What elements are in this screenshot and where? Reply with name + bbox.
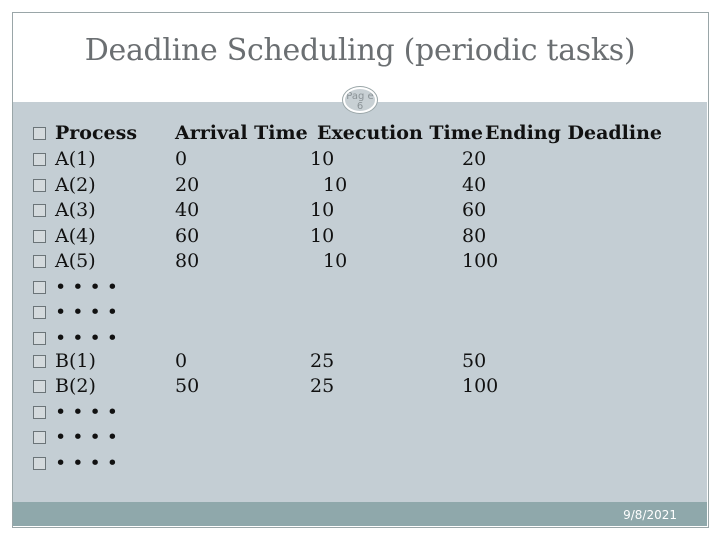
cell-deadline: 60 (462, 199, 487, 221)
cell-process: • • • • (55, 327, 118, 349)
cell-process: B(1) (55, 350, 96, 372)
cell-execution: 10 (310, 148, 335, 170)
cell-process: A(2) (55, 174, 96, 196)
square-bullet-icon (33, 255, 46, 268)
cell-execution: 10 (323, 174, 348, 196)
cell-deadline: 20 (462, 148, 487, 170)
header-execution-time: Execution Time (317, 122, 483, 144)
cell-execution: 10 (310, 225, 335, 247)
header-ending-deadline: Ending Deadline (485, 122, 663, 144)
square-bullet-icon (33, 204, 46, 217)
square-bullet-icon (33, 380, 46, 393)
square-bullet-icon (33, 127, 46, 140)
square-bullet-icon (33, 153, 46, 166)
cell-execution: 10 (323, 250, 348, 272)
cell-process: • • • • (55, 452, 118, 474)
square-bullet-icon (33, 406, 46, 419)
cell-process: A(1) (55, 148, 96, 170)
cell-deadline: 100 (462, 250, 499, 272)
cell-process: B(2) (55, 375, 96, 397)
cell-arrival: 60 (175, 225, 200, 247)
square-bullet-icon (33, 332, 46, 345)
square-bullet-icon (33, 457, 46, 470)
cell-execution: 25 (310, 350, 335, 372)
header-arrival-time: Arrival Time (175, 122, 308, 144)
cell-execution: 10 (310, 199, 335, 221)
cell-deadline: 100 (462, 375, 499, 397)
cell-process: • • • • (55, 276, 118, 298)
cell-deadline: 50 (462, 350, 487, 372)
cell-process: A(4) (55, 225, 96, 247)
cell-arrival: 40 (175, 199, 200, 221)
cell-arrival: 0 (175, 148, 188, 170)
square-bullet-icon (33, 306, 46, 319)
cell-process: • • • • (55, 401, 118, 423)
cell-process: • • • • (55, 301, 118, 323)
cell-process: A(5) (55, 250, 96, 272)
square-bullet-icon (33, 179, 46, 192)
cell-process: • • • • (55, 426, 118, 448)
cell-arrival: 0 (175, 350, 188, 372)
cell-process: A(3) (55, 199, 96, 221)
cell-deadline: 40 (462, 174, 487, 196)
square-bullet-icon (33, 281, 46, 294)
cell-deadline: 80 (462, 225, 487, 247)
cell-arrival: 20 (175, 174, 200, 196)
footer-bar (13, 502, 707, 526)
slide-date: 9/8/2021 (623, 508, 677, 522)
cell-execution: 25 (310, 375, 335, 397)
square-bullet-icon (33, 355, 46, 368)
cell-arrival: 50 (175, 375, 200, 397)
header-process: Process (55, 122, 138, 144)
square-bullet-icon (33, 431, 46, 444)
cell-arrival: 80 (175, 250, 200, 272)
slide-title: Deadline Scheduling (periodic tasks) (84, 33, 636, 68)
square-bullet-icon (33, 230, 46, 243)
page-number-badge: Pag e 6 (343, 87, 377, 113)
